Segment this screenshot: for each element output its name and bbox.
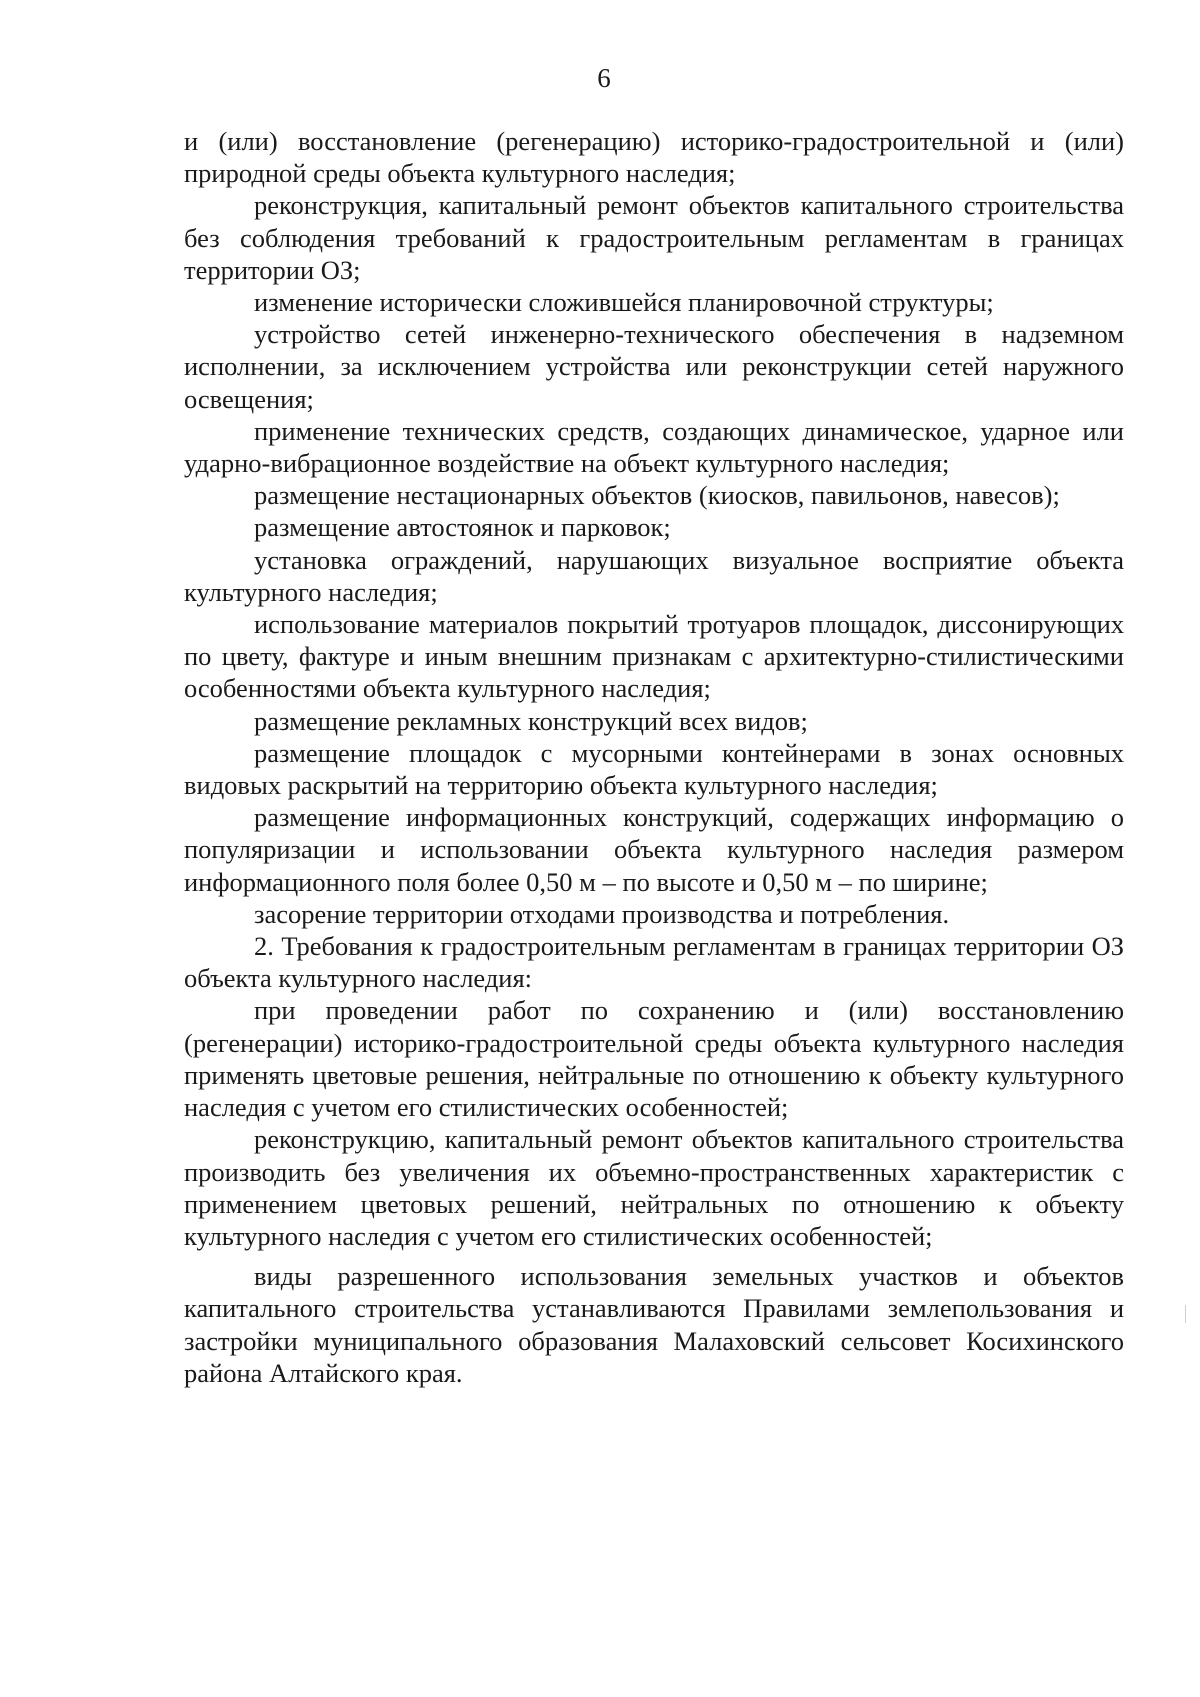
- paragraph-land-use-types: виды разрешенного использования земельных участков и объектов капитального строительства устанавливаются Правилами землепользования и застройки муниципального образования Малаховский сельсовет Косихинского района Алтайского края.: [184, 1261, 1124, 1388]
- paragraph-nonstationary-objects: размещение нестационарных объектов (киосков, павильонов, навесов);: [254, 480, 1060, 511]
- paragraph-parking: размещение автостоянок и парковок;: [254, 512, 671, 543]
- paragraph-planning-structure: изменение исторически сложившейся планировочной структуры;: [254, 287, 994, 318]
- paragraph-reconstruction-rules: реконструкцию, капитальный ремонт объектов капитального строительства производить без увеличения их объемно-пространственных характеристик с применением цветовых решений, нейтральных по отношению к объекту культурного наследия с учетом его стилистических особенностей;: [184, 1124, 1124, 1251]
- paragraph-advertising: размещение рекламных конструкций всех видов;: [254, 705, 808, 736]
- document-body: [184, 125, 1124, 1389]
- paragraph-reconstruction: реконструкция, капитальный ремонт объектов капитального строительства без соблюдения требований к градостроительным регламентам в границах территории ОЗ;: [184, 190, 1124, 285]
- page-number: 6: [597, 63, 611, 93]
- paragraph-overhead-networks: устройство сетей инженерно-технического обеспечения в надземном исполнении, за исключением устройства или реконструкции сетей наружного освещения;: [184, 319, 1124, 414]
- paragraph-technical-means: применение технических средств, создающих динамическое, ударное или ударно-вибрационное воздействие на объект культурного наследия;: [184, 415, 1124, 479]
- paragraph-information-structures: размещение информационных конструкций, содержащих информацию о популяризации и использовании объекта культурного наследия размером информационного поля более 0,50 м – по высоте и 0,50 м – по ширине;: [184, 802, 1124, 897]
- paragraph-restoration: и (или) восстановление (регенерацию) историко-градостроительной и (или) природной среды объекта культурного наследия;: [184, 126, 1124, 189]
- paragraph-fences: установка ограждений, нарушающих визуальное восприятие объекта культурного наследия;: [184, 544, 1124, 607]
- paragraph-waste-containers: размещение площадок с мусорными контейнерами в зонах основных видовых раскрытий на территорию объекта культурного наследия;: [184, 737, 1124, 801]
- section-heading-requirements: 2. Требования к градостроительным регламентам в границах территории ОЗ объекта культурного наследия:: [184, 931, 1124, 994]
- paragraph-pavement-materials: использование материалов покрытий тротуаров площадок, диссонирующих по цвету, фактуре и иным внешним признакам с архитектурно-стилистическими особенностями объекта культурного наследия;: [184, 609, 1124, 704]
- scan-artifact: [1185, 1305, 1186, 1323]
- paragraph-littering: засорение территории отходами производства и потребления.: [254, 898, 950, 929]
- paragraph-color-solutions: при проведении работ по сохранению и (или) восстановлению (регенерации) историко-градостроительной среды объекта культурного наследия применять цветовые решения, нейтральные по отношению к объекту культурного наследия с учетом его стилистических особенностей;: [184, 995, 1124, 1123]
